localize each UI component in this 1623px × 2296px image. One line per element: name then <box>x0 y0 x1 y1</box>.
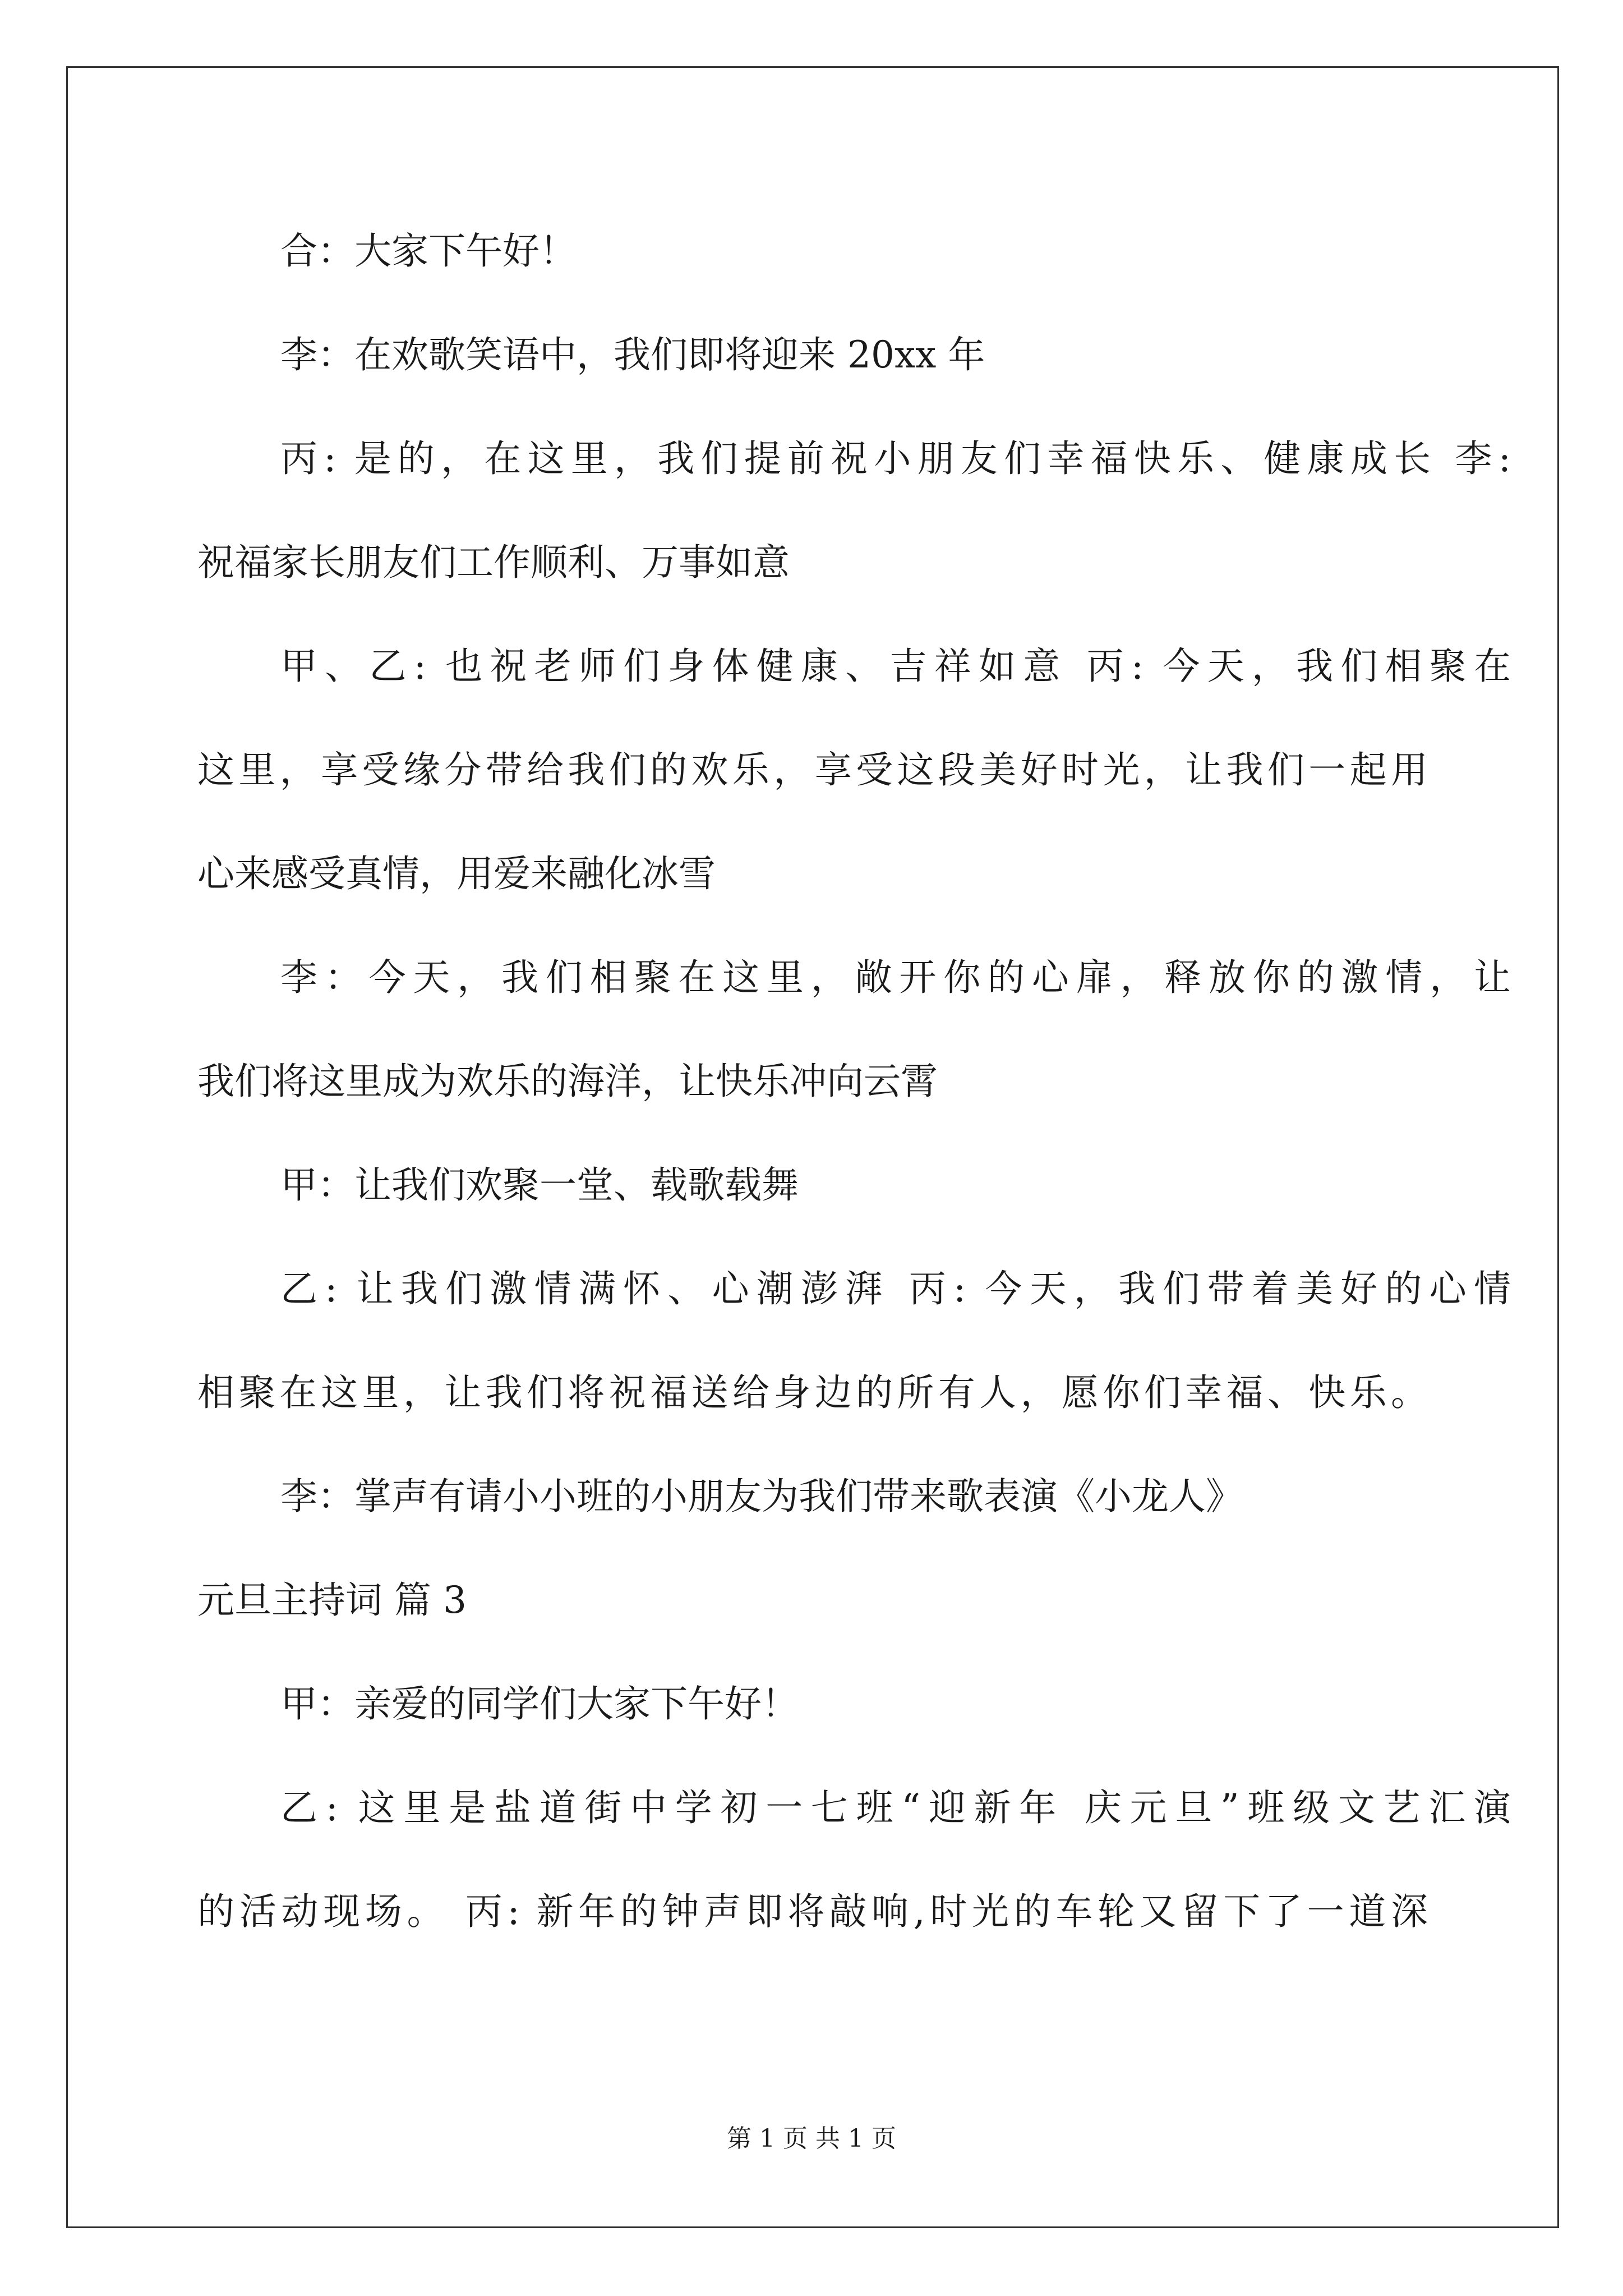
body-line: 的活动现场。 丙: 新年的钟声即将敲响,时光的车轮又留下了一道深 <box>197 1890 1428 1933</box>
body-line: 乙: 让我们激情满怀、心潮澎湃 丙: 今天，我们带着美好的心情 <box>280 1267 1511 1310</box>
body-line: 李：今天，我们相聚在这里，敞开你的心扉，释放你的激情，让 <box>280 956 1511 999</box>
body-line: 心来感受真情，用爱来融化冰雪 <box>197 852 716 895</box>
body-line: 丙: 是的，在这里，我们提前祝小朋友们幸福快乐、健康成长 李: <box>280 437 1511 480</box>
section-heading: 元旦主持词 篇 3 <box>197 1579 467 1622</box>
body-line: 乙: 这里是盐道街中学初一七班“迎新年 庆元旦”班级文艺汇演 <box>280 1786 1511 1829</box>
body-line: 李：在欢歌笑语中，我们即将迎来 20xx 年 <box>280 333 985 376</box>
body-line: 这里，享受缘分带给我们的欢乐，享受这段美好时光，让我们一起用 <box>197 748 1428 792</box>
body-line: 甲：让我们欢聚一堂、载歌载舞 <box>280 1163 799 1207</box>
body-line: 我们将这里成为欢乐的海洋，让快乐冲向云霄 <box>197 1060 938 1103</box>
body-line: 甲、乙: 也祝老师们身体健康、吉祥如意 丙: 今天，我们相聚在 <box>280 645 1511 688</box>
body-line: 合：大家下午好！ <box>280 229 577 273</box>
body-line: 甲：亲爱的同学们大家下午好！ <box>280 1682 799 1726</box>
body-line: 祝福家长朋友们工作顺利、万事如意 <box>197 541 790 584</box>
page-footer: 第 1 页 共 1 页 <box>727 2124 896 2153</box>
body-line: 相聚在这里，让我们将祝福送给身边的所有人，愿你们幸福、快乐。 <box>197 1371 1428 1414</box>
body-line: 李：掌声有请小小班的小朋友为我们带来歌表演《小龙人》 <box>280 1475 1243 1518</box>
